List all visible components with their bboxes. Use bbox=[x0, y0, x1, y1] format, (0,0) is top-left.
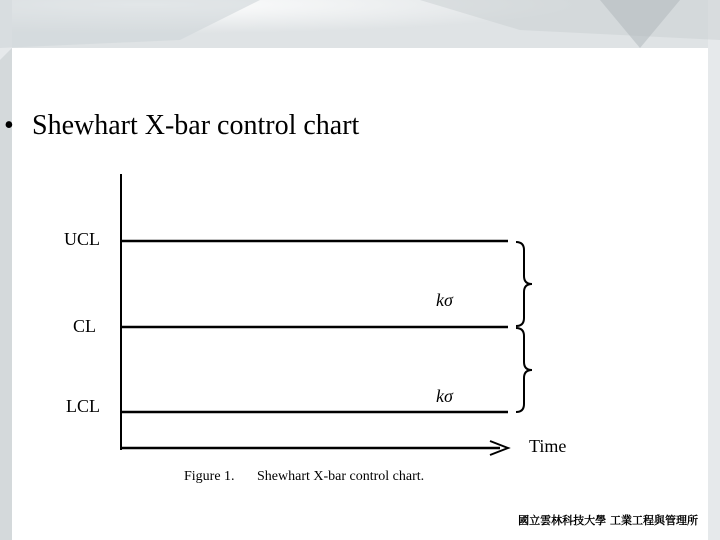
control-chart-diagram bbox=[42, 156, 592, 496]
cl-label: CL bbox=[73, 316, 97, 336]
bullet-icon: • bbox=[4, 110, 14, 141]
control-chart-figure bbox=[42, 156, 592, 496]
ucl-label: UCL bbox=[64, 229, 100, 249]
footer-institution: 國立雲林科技大學 工業工程與管理所 bbox=[518, 514, 698, 527]
slide-title bbox=[4, 110, 359, 142]
k-sigma-lower-label: kσ bbox=[436, 386, 453, 406]
slide-title-text: Shewhart X-bar control chart bbox=[32, 110, 360, 141]
lower-brace bbox=[516, 328, 532, 412]
figure-caption-text: Shewhart X-bar control chart. bbox=[257, 469, 425, 484]
upper-brace bbox=[516, 242, 532, 326]
figure-caption-number: Figure 1. bbox=[184, 469, 235, 484]
lcl-label: LCL bbox=[66, 396, 100, 416]
time-axis-label: Time bbox=[529, 436, 567, 456]
k-sigma-upper-label: kσ bbox=[436, 290, 453, 310]
